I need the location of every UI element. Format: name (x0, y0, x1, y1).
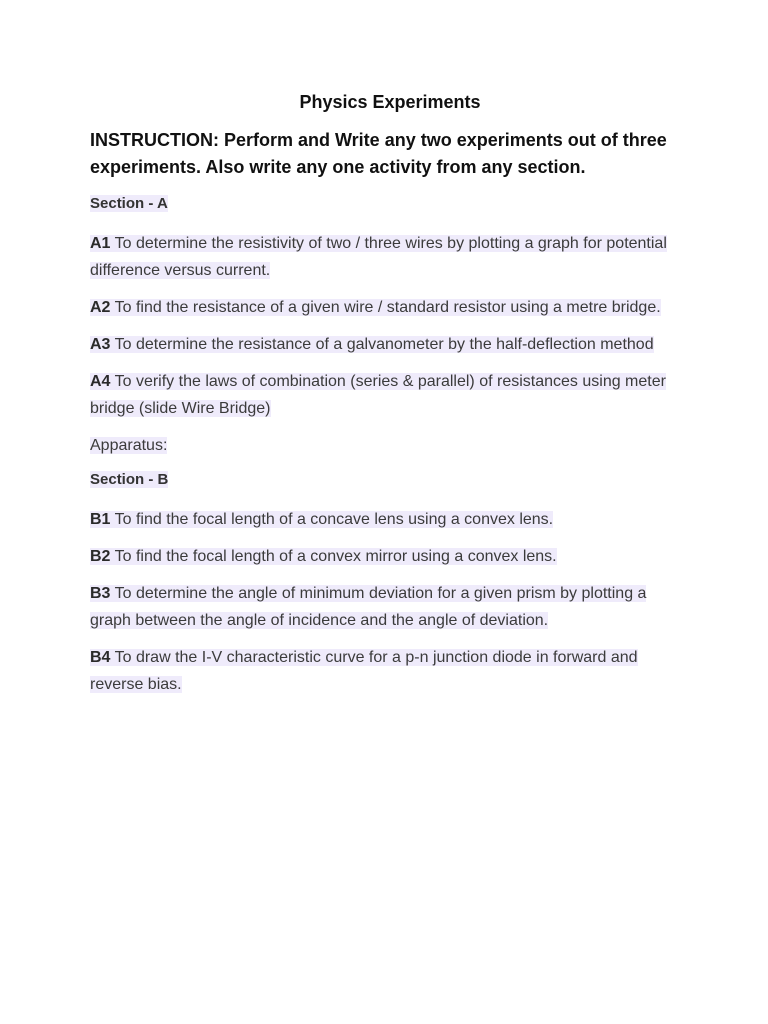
experiment-text: To draw the I-V characteristic curve for a p-n junction diode in forward and reverse bias. (90, 649, 638, 693)
apparatus-text: Apparatus: (90, 437, 168, 454)
section-a-heading (90, 193, 690, 214)
experiment-b3-highlight (90, 585, 646, 629)
experiment-b3 (90, 580, 690, 634)
experiment-a2-highlight (90, 299, 661, 316)
experiment-a4-highlight (90, 373, 666, 417)
experiment-code: B3 (90, 585, 111, 602)
experiment-b2 (90, 543, 690, 570)
experiment-text: To verify the laws of combination (series & parallel) of resistances using meter bridge (slide Wire Bridge) (90, 373, 666, 417)
experiment-code: A1 (90, 235, 111, 252)
experiment-code: A3 (90, 336, 111, 353)
experiment-text: To find the resistance of a given wire / standard resistor using a metre bridge. (114, 299, 661, 316)
experiment-b1-highlight (90, 511, 553, 528)
experiment-a1-highlight (90, 235, 667, 279)
experiment-b2-highlight (90, 548, 557, 565)
instruction-text: INSTRUCTION: Perform and Write any two experiments out of three experiments. Also write any one activity from any section. (90, 130, 667, 177)
section-a-label: Section - A (90, 195, 168, 212)
document-page (90, 92, 690, 708)
experiment-code: A4 (90, 373, 111, 390)
experiment-text: To determine the angle of minimum deviation for a given prism by plotting a graph between the angle of incidence and the angle of deviation. (90, 585, 647, 629)
experiment-a2 (90, 294, 690, 321)
experiment-b4-highlight (90, 649, 638, 693)
experiment-text: To determine the resistance of a galvanometer by the half-deflection method (114, 336, 654, 353)
experiment-code: B2 (90, 548, 111, 565)
experiment-b4 (90, 644, 690, 698)
experiment-text: To find the focal length of a concave lens using a convex lens. (114, 511, 554, 528)
section-b-label: Section - B (90, 471, 169, 488)
apparatus-label (90, 432, 690, 459)
experiment-text: To find the focal length of a convex mirror using a convex lens. (114, 548, 557, 565)
section-b-heading (90, 469, 690, 490)
experiment-code: B4 (90, 649, 111, 666)
experiment-a3 (90, 331, 690, 358)
experiment-b1 (90, 506, 690, 533)
experiment-a4 (90, 368, 690, 422)
experiment-a3-highlight (90, 336, 654, 353)
experiment-code: A2 (90, 299, 111, 316)
experiment-a1 (90, 230, 690, 284)
experiment-text: To determine the resistivity of two / three wires by plotting a graph for potential difference versus current. (90, 235, 667, 279)
experiment-code: B1 (90, 511, 111, 528)
page-title: Physics Experiments (299, 92, 481, 112)
